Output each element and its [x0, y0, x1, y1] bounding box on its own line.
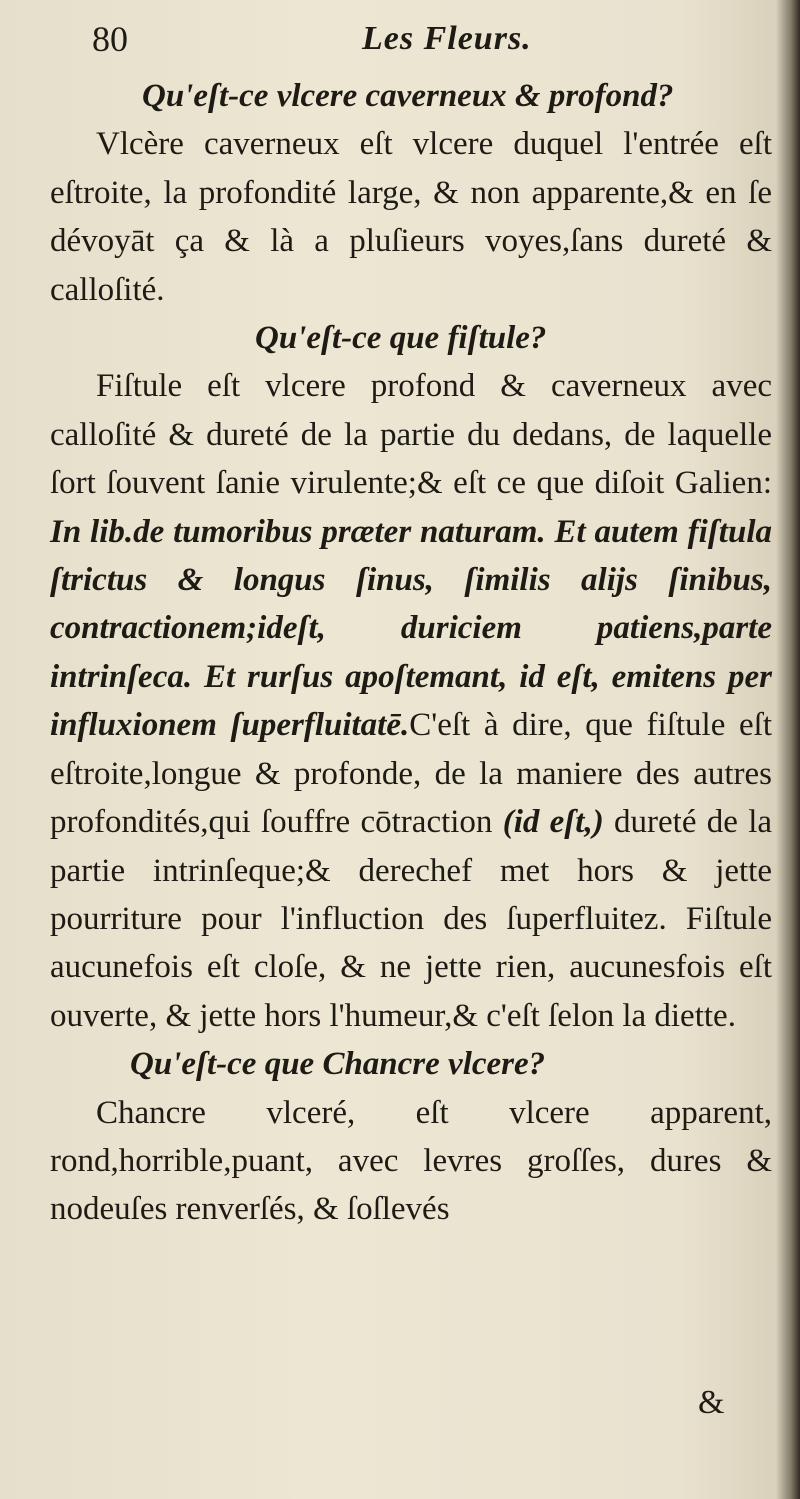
page-edge [790, 0, 800, 1499]
answer-paragraph: Vlcère caverneux eſt vlcere duquel l'entrée eſt eſtroite, la profondité large, & non apparente,& en ſe dévoyāt ça & là a pluſieurs voyes,ſans dureté & calloſité. [50, 126, 772, 308]
french-text: Fiſtule eſt vlcere profond & caverneux avec calloſité & dureté de la partie du dedans, de laquelle ſort ſouvent ſanie virulente;& eſt ce que diſoit Galien: [50, 368, 772, 502]
question-heading: Qu'eſt-ce que fiſtule? [255, 320, 547, 357]
french-text: dureté de la partie intrinſeque;& derechef met hors & jette pourriture pour l'influction des ſuperfluitez. Fiſtule aucunefois eſt cloſe, & ne jette rien, aucunesfois eſt ouverte, & jette hors l'humeur,& c'eſt ſelon la diette. [50, 804, 773, 1034]
page-header [0, 18, 800, 68]
latin-quotation: In lib.de tumoribus præter naturam. Et autem fiſtula ſtrictus & longus ſinus, ſimilis alijs ſinibus, contractionem;ideſt, duriciem patiens,parte intrinſeca. Et rurſus apoſtemant, id eſt, emitens per influxionem ſuperfluitatē. [50, 513, 772, 744]
body-text [50, 72, 772, 1234]
french-text: C'eſt à dire, que fiſtule eſt eſtroite,longue & profonde, de la maniere des autres profondités,qui ſouffre cōtraction [50, 707, 772, 841]
answer-paragraph [50, 362, 772, 1040]
latin-gloss: (id eſt,) [502, 804, 604, 841]
question-heading: Qu'eſt-ce que Chancre vlcere? [130, 1046, 546, 1083]
running-title: Les Fleurs. [362, 20, 532, 57]
question-heading: Qu'eſt-ce vlcere caverneux & profond? [142, 78, 674, 114]
catchword: & [698, 1384, 725, 1421]
answer-paragraph: Chancre vlceré, eſt vlcere apparent, rond,horrible,puant, avec levres groſſes, dures & nodeuſes renverſés, & ſoſlevés [50, 1094, 772, 1228]
page-number: 80 [92, 19, 128, 59]
